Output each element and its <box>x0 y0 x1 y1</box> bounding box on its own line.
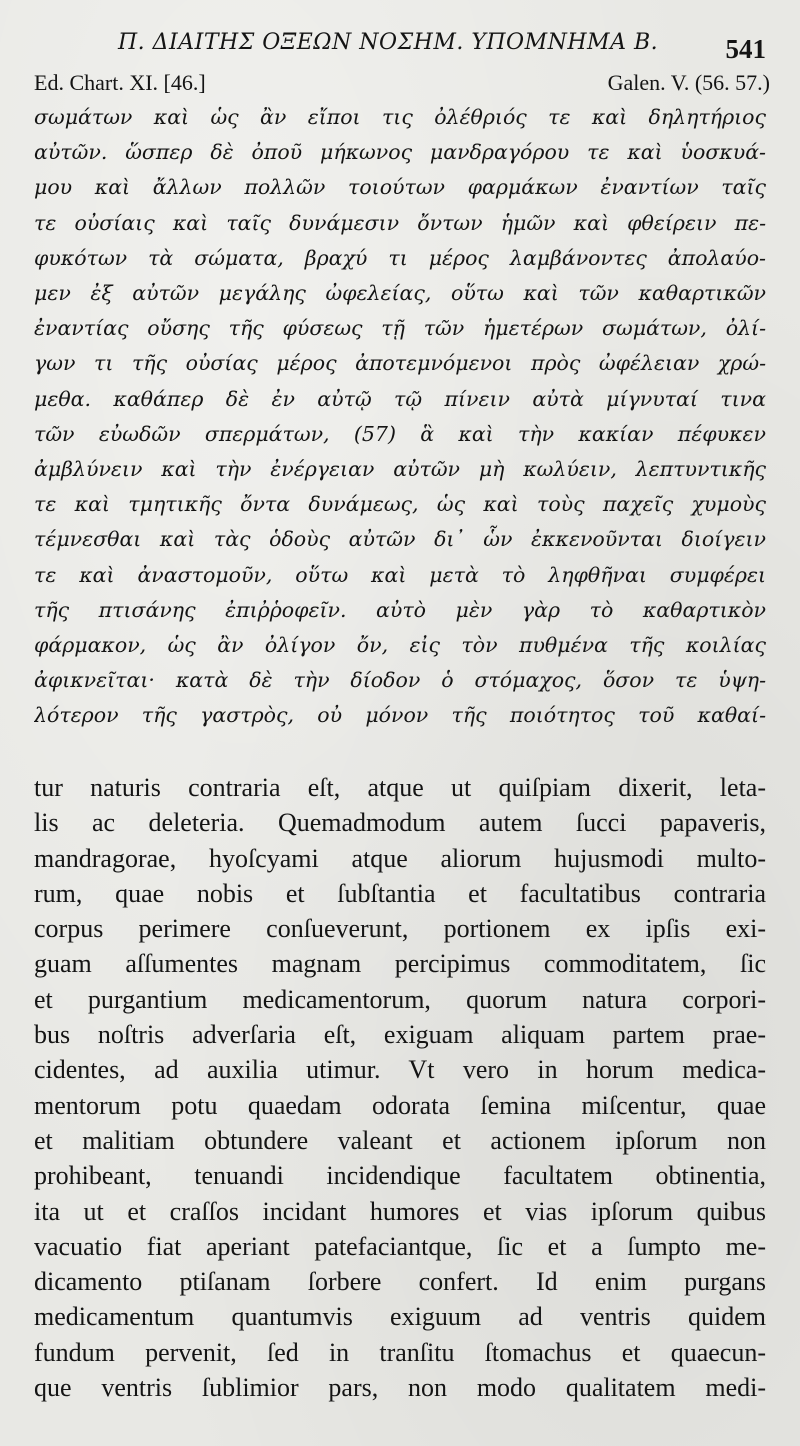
latin-text-block <box>34 770 766 1405</box>
edition-reference-chartier: Ed. Chart. XI. [46.] <box>34 70 206 95</box>
latin-line: mentorum potu quaedam odorata ſemina miſcentur, quae <box>34 1090 766 1120</box>
greek-line: αὐτῶν. ὥσπερ δὲ ὀποῦ μήκωνος μανδραγόρου τε καὶ ὑοσκυά- <box>34 140 766 165</box>
latin-line: mandragorae, hyoſcyami atque aliorum hujusmodi multo- <box>34 843 766 873</box>
latin-line: bus noſtris adverſaria eſt, exiguam aliquam partem prae- <box>34 1020 766 1050</box>
greek-line: φυκότων τὰ σώματα, βραχύ τι μέρος λαμβάνοντες ἀπολαύο- <box>34 245 766 270</box>
greek-line: ἐναντίας οὔσης τῆς φύσεως τῇ τῶν ἡμετέρων σωμάτων, ὀλί- <box>34 316 766 341</box>
greek-line: τε καὶ τμητικῆς ὄντα δυνάμεως, ὡς καὶ τοὺς παχεῖς χυμοὺς <box>34 492 766 517</box>
greek-line: μου καὶ ἄλλων πολλῶν τοιούτων φαρμάκων ἐναντίων ταῖς <box>34 175 766 200</box>
latin-line: cidentes, ad auxilia utimur. Vt vero in horum medica- <box>34 1055 766 1085</box>
latin-line: et malitiam obtundere valeant et actionem ipſorum non <box>34 1125 766 1155</box>
latin-line: vacuatio fiat aperiant patefaciantque, ſic et a ſumpto me- <box>34 1231 766 1261</box>
page-number: 541 <box>725 34 766 64</box>
edition-reference-galen: Galen. V. (56. 57.) <box>607 70 770 95</box>
latin-line: rum, quae nobis et ſubſtantia et facultatibus contraria <box>34 878 766 908</box>
greek-line: τῆς πτισάνης ἐπιῤῥοφεῖν. αὐτὸ μὲν γὰρ τὸ καθαρτικὸν <box>34 597 766 622</box>
latin-line: prohibeant, tenuandi incidendique facultatem obtinentia, <box>34 1161 766 1191</box>
running-head: Π. ΔΙΑΙΤΗΣ ΟΞΕΩΝ ΝΟΣΗΜ. ΥΠΟΜΝΗΜΑ Β. <box>118 30 659 55</box>
latin-line: tur naturis contraria eſt, atque ut quiſpiam dixerit, leta- <box>34 773 766 802</box>
greek-text-block <box>34 100 766 734</box>
greek-line: γων τι τῆς οὐσίας μέρος ἀποτεμνόμενοι πρὸς ὠφέλειαν χρώ- <box>34 351 766 376</box>
latin-line: guam aſſumentes magnam percipimus commoditatem, ſic <box>34 949 766 979</box>
greek-line: τέμνεσθαι καὶ τὰς ὁδοὺς αὐτῶν δι᾽ ὧν ἐκκενοῦνται διοίγειν <box>34 527 766 552</box>
greek-line: μεν ἐξ αὐτῶν μεγάλης ὠφελείας, οὕτω καὶ τῶν καθαρτικῶν <box>34 281 766 306</box>
greek-line: ἀμβλύνειν καὶ τὴν ἐνέργειαν αὐτῶν μὴ κωλύειν, λεπτυντικῆς <box>34 457 766 482</box>
greek-line: τε οὐσίαις καὶ ταῖς δυνάμεσιν ὄντων ἡμῶν καὶ φθείρειν πε- <box>34 210 766 235</box>
greek-line: τῶν εὐωδῶν σπερμάτων, (57) ἃ καὶ τὴν κακίαν πέφυκεν <box>34 421 766 446</box>
latin-line: dicamento ptiſanam ſorbere confert. Id enim purgans <box>34 1267 766 1297</box>
latin-line: lis ac deleteria. Quemadmodum autem ſucci papaveris, <box>34 808 766 838</box>
greek-line: λότερον τῆς γαστρὸς, οὐ μόνον τῆς ποιότητος τοῦ καθαί- <box>34 703 766 728</box>
greek-line: τε καὶ ἀναστομοῦν, οὕτω καὶ μετὰ τὸ ληφθῆναι συμφέρει <box>34 562 766 587</box>
latin-line: fundum pervenit, ſed in tranſitu ſtomachus et quaecun- <box>34 1337 766 1367</box>
latin-line: medicamentum quantumvis exiguum ad ventris quidem <box>34 1302 766 1332</box>
latin-line: que ventris ſublimior pars, non modo qualitatem medi- <box>34 1373 766 1403</box>
greek-line: μεθα. καθάπερ δὲ ἐν αὐτῷ τῷ πίνειν αὐτὰ μίγνυταί τινα <box>34 386 766 411</box>
latin-line: corpus perimere conſueverunt, portionem ex ipſis exi- <box>34 914 766 944</box>
greek-line: σωμάτων καὶ ὡς ἂν εἴποι τις ὀλέθριός τε καὶ δηλητήριος <box>34 105 766 129</box>
latin-line: et purgantium medicamentorum, quorum natura corpori- <box>34 984 766 1014</box>
greek-line: ἀφικνεῖται· κατὰ δὲ τὴν δίοδον ὁ στόμαχος, ὅσον τε ὑψη- <box>34 668 766 693</box>
latin-line: ita ut et craſſos incidant humores et vias ipſorum quibus <box>34 1196 766 1226</box>
greek-line: φάρμακον, ὡς ἂν ὀλίγον ὄν, εἰς τὸν πυθμένα τῆς κοιλίας <box>34 633 766 658</box>
